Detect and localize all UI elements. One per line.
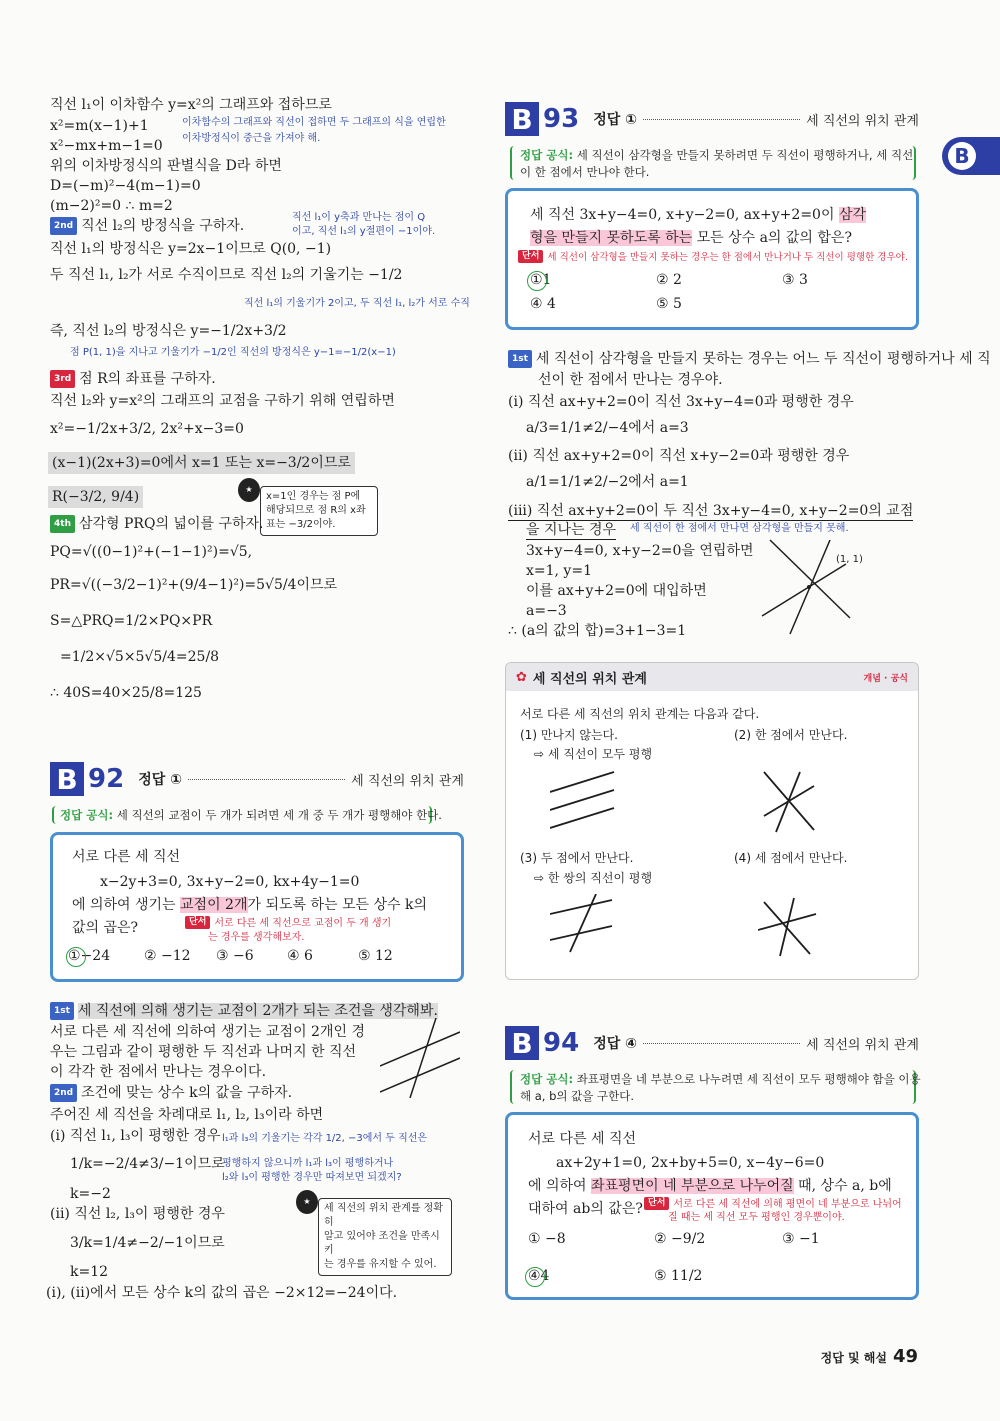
concept-text: (3) 두 점에서 만난다. — [520, 851, 634, 865]
concept-text: (1) 만나지 않는다. — [520, 728, 618, 742]
concept-text: (4) 세 점에서 만난다. — [734, 851, 848, 865]
sol-line: (i) 직선 l₁, l₃이 평행한 경우 — [50, 1128, 221, 1144]
step-row: 3rd 점 R의 좌표를 구하자. — [50, 370, 216, 388]
sol-line: ∴ (a의 값의 합)=3+1−3=1 — [508, 623, 687, 639]
sol-line: x²=−1/2x+3/2, 2x²+x−3=0 — [50, 421, 244, 437]
step-badge: 1st — [508, 350, 532, 368]
answer-formula: 정답 공식: 좌표평면을 네 부분으로 나누려면 세 직선이 모두 평행해야 함을 이용 — [520, 1072, 921, 1086]
side-note: 점 P(1, 1)을 지나고 기울기가 −1/2인 직선의 방정식은 y−1=−1/2(x−1) — [70, 347, 396, 358]
sol-line: ∴ 40S=40×25/8=125 — [50, 685, 202, 701]
choice: ③ −1 — [782, 1231, 820, 1247]
choice: ② 2 — [656, 272, 682, 288]
choice: ⑤ 11/2 — [654, 1268, 703, 1284]
side-note: l₁과 l₃의 기울기는 각각 1/2, −3에서 두 직선은 — [222, 1133, 428, 1144]
answer-circle — [66, 947, 86, 967]
side-note: 직선 l₁의 기울기가 2이고, 두 직선 l₁, l₂가 서로 수직 — [244, 298, 470, 309]
question-text: 에 의하여 좌표평면이 네 부분으로 나누어질 때, 상수 a, b에 — [528, 1178, 892, 1194]
sol-line: a/1=1/1≠2/−2에서 a=1 — [526, 474, 689, 490]
sol-line: 두 직선 l₁, l₂가 서로 수직이므로 직선 l₂의 기울기는 −1/2 — [50, 267, 403, 283]
sol-line: 1/k=−2/4≠3/−1이므로 — [70, 1156, 225, 1172]
concept-text: 서로 다른 세 직선의 위치 관계는 다음과 같다. — [520, 707, 760, 721]
answer-circle — [525, 1267, 545, 1287]
question-text: 값의 곱은? — [72, 920, 139, 936]
problem-header-b94: B 94 정답 ④ 세 직선의 위치 관계 — [505, 1026, 919, 1060]
question-text: 서로 다른 세 직선 — [528, 1131, 637, 1147]
choice: ④4 — [528, 1268, 550, 1284]
tip-badge: ★ — [238, 478, 260, 502]
section-tab: B — [942, 137, 1000, 175]
two-points-figure — [550, 894, 614, 954]
sol-line: (ii) 직선 ax+y+2=0이 직선 x+y−2=0과 평행한 경우 — [508, 448, 850, 464]
one-point-figure — [760, 770, 818, 834]
choice: ④ 6 — [287, 948, 313, 964]
sol-line: x²=m(x−1)+1 — [50, 118, 149, 134]
step-row: 2nd 조건에 맞는 상수 k의 값을 구하자. — [50, 1084, 292, 1102]
sol-line: (iii) 직선 ax+y+2=0이 두 직선 3x+y−4=0, x+y−2=0의 교점 — [508, 503, 914, 519]
question-text: 에 의하여 생기는 교점이 2개가 되도록 하는 모든 상수 k의 — [72, 897, 427, 913]
sol-line: =1/2×√5×5√5/4=25/8 — [60, 649, 220, 665]
hint-note: 질 때는 세 직선 모두 평행인 경우뿐이야. — [668, 1212, 845, 1223]
choice: ② −9/2 — [654, 1231, 706, 1247]
side-note: 평행하지 않으니까 l₁과 l₃이 평행하거나 — [222, 1158, 394, 1169]
step-row: 1st 세 직선이 삼각형을 만들지 못하는 경우는 어느 두 직선이 평행하거나 세 직 — [508, 350, 991, 368]
parallel-lines-figure — [380, 1018, 460, 1098]
problem-header-b92: B 92 정답 ① 세 직선의 위치 관계 — [50, 762, 464, 796]
side-note: 이차함수의 그래프와 직선이 접하면 두 그래프의 식을 연립한 — [182, 117, 446, 128]
tip-box: 세 직선의 위치 관계를 정확히 알고 있어야 조건을 만족시키 는 경우를 유지할 수 있어. — [318, 1198, 452, 1276]
sol-line: S=△PRQ=1/2×PQ×PR — [50, 613, 213, 629]
tip-badge: ★ — [296, 1190, 318, 1214]
side-note: 이고, 직선 l₁의 y절편이 −1이야. — [292, 226, 436, 237]
sol-line: k=12 — [70, 1264, 109, 1280]
sol-line: x²−mx+m−1=0 — [50, 138, 163, 154]
hint-note: 단서 서로 다른 세 직선으로 교점이 두 개 생기 — [185, 916, 391, 930]
side-note: 직선 l₁이 y축과 만나는 점이 Q — [292, 212, 426, 223]
sol-line: 직선 l₁의 방정식은 y=2x−1이므로 Q(0, −1) — [50, 241, 332, 257]
answer-formula: 정답 공식: 세 직선의 교점이 두 개가 되려면 세 개 중 두 개가 평행해야 한다. — [60, 808, 442, 822]
sol-line: 직선 l₂와 y=x²의 그래프의 교점을 구하기 위해 연립하면 — [50, 393, 395, 409]
side-note: 세 직선이 한 점에서 만나면 삼각형을 만들지 못해. — [630, 523, 849, 534]
sol-line: 우는 그림과 같이 평행한 두 직선과 나머지 한 직선 — [50, 1044, 357, 1060]
side-note: 이차방정식이 중근을 가져야 해. — [182, 133, 321, 144]
flower-icon: ✿ — [516, 669, 527, 685]
question-text: 대하여 ab의 값은? — [528, 1201, 643, 1217]
step-badge: 2nd — [50, 1084, 77, 1102]
choice: ①−24 — [68, 948, 111, 964]
sol-line: (i), (ii)에서 모든 상수 k의 값의 곱은 −2×12=−24이다. — [46, 1285, 398, 1301]
answer-circle — [527, 271, 547, 291]
hint-note: 는 경우를 생각해보자. — [208, 932, 305, 943]
choice: ② −12 — [144, 948, 191, 964]
sol-line: 서로 다른 세 직선에 의하여 생기는 교점이 2개인 경 — [50, 1024, 365, 1040]
step-row: 4th 삼각형 PRQ의 넓이를 구하자. — [50, 515, 263, 533]
hint-note: 단서 서로 다른 세 직선에 의해 평면이 네 부분으로 나뉘어 — [644, 1197, 902, 1211]
choice: ①1 — [530, 272, 552, 288]
sol-line: (i) 직선 ax+y+2=0이 직선 3x+y−4=0과 평행한 경우 — [508, 394, 854, 410]
sol-line: PR=√((−3/2−1)²+(9/4−1)²)=5√5/4이므로 — [50, 577, 338, 593]
question-text: x−2y+3=0, 3x+y−2=0, kx+4y−1=0 — [100, 874, 360, 890]
concept-text: (2) 한 점에서 만난다. — [734, 728, 848, 742]
question-text: ax+2y+1=0, 2x+by+5=0, x−4y−6=0 — [556, 1155, 825, 1171]
sol-line-highlight: R(−3/2, 9/4) — [48, 486, 143, 508]
three-parallel-figure — [550, 770, 616, 830]
choice: ③ 3 — [782, 272, 808, 288]
sol-line: D=(−m)²−4(m−1)=0 — [50, 178, 201, 194]
step-badge: 3rd — [50, 370, 75, 388]
choice: ① −8 — [528, 1231, 566, 1247]
sol-line: PQ=√((0−1)²+(−1−1)²)=√5, — [50, 544, 253, 560]
sol-line: 선이 한 점에서 만나는 경우야. — [538, 372, 723, 388]
step-badge: 1st — [50, 1002, 74, 1020]
point-label: (1, 1) — [836, 554, 863, 565]
side-note: l₂와 l₃이 평행한 경우만 따져보면 되겠지? — [222, 1172, 402, 1183]
choice: ⑤ 5 — [656, 296, 682, 312]
concept-text: ⇨ 한 쌍의 직선이 평행 — [534, 871, 653, 885]
page-number: 49 — [892, 1346, 918, 1367]
sol-line: (ii) 직선 l₂, l₃이 평행한 경우 — [50, 1206, 225, 1222]
sol-line: a=−3 — [526, 603, 567, 619]
sol-line: a/3=1/1≠2/−4에서 a=3 — [526, 420, 689, 436]
sol-line: 을 지나는 경우 — [526, 522, 617, 538]
tip-box: x=1인 경우는 점 P에 해당되므로 점 R의 x좌 표는 −3/2이야. — [260, 486, 378, 536]
sol-line: 이 각각 한 점에서 만나는 경우이다. — [50, 1064, 267, 1080]
sol-line: 직선 l₁이 이차함수 y=x²의 그래프와 접하므로 — [50, 97, 332, 113]
sol-line: 즉, 직선 l₂의 방정식은 y=−1/2x+3/2 — [50, 323, 287, 339]
sol-line: 이를 ax+y+2=0에 대입하면 — [526, 583, 707, 599]
sol-line: 3x+y−4=0, x+y−2=0을 연립하면 — [526, 543, 754, 559]
answer-formula: 정답 공식: 세 직선이 삼각형을 만들지 못하려면 두 직선이 평행하거나, 세 직선 — [520, 148, 914, 162]
question-text: 세 직선 3x+y−4=0, x+y−2=0, ax+y+2=0이 삼각 — [530, 207, 866, 223]
question-text: 서로 다른 세 직선 — [72, 849, 181, 865]
sol-line: x=1, y=1 — [526, 563, 592, 579]
sol-line: 위의 이차방정식의 판별식을 D라 하면 — [50, 158, 282, 174]
step-row: 1st 세 직선에 의해 생기는 교점이 2개가 되는 조건을 생각해봐. — [50, 1002, 438, 1020]
choice: ④ 4 — [530, 296, 556, 312]
problem-header-b93: B 93 정답 ① 세 직선의 위치 관계 — [505, 102, 919, 136]
question-text: 형을 만들지 못하도록 하는 모든 상수 a의 값의 합은? — [530, 230, 852, 246]
three-points-figure — [758, 896, 818, 958]
step-row: 2nd 직선 l₂의 방정식을 구하자. — [50, 217, 244, 235]
concept-box: ✿ 세 직선의 위치 관계 개념 · 공식 — [505, 662, 919, 980]
hint-note: 단서 세 직선이 삼각형을 만들지 못하는 경우는 한 점에서 만나거나 두 직선이 평행한 경우야. — [518, 250, 908, 264]
choice: ⑤ 12 — [358, 948, 393, 964]
answer-formula: 이 한 점에서 만나야 한다. — [520, 165, 650, 179]
page-footer: 정답 및 해설 49 — [820, 1346, 918, 1367]
concept-text: ⇨ 세 직선이 모두 평행 — [534, 747, 653, 761]
sol-line: 3/k=1/4≠−2/−1이므로 — [70, 1235, 225, 1251]
sol-line: (m−2)²=0 ∴ m=2 — [50, 198, 173, 214]
choice: ③ −6 — [216, 948, 254, 964]
sol-line: 주어진 세 직선을 차례대로 l₁, l₂, l₃이라 하면 — [50, 1107, 324, 1123]
step-badge: 2nd — [50, 217, 77, 235]
sol-line-highlight: (x−1)(2x+3)=0에서 x=1 또는 x=−3/2이므로 — [48, 452, 355, 474]
answer-formula: 해 a, b의 값을 구한다. — [520, 1089, 635, 1103]
sol-line: k=−2 — [70, 1186, 111, 1202]
step-badge: 4th — [50, 515, 75, 533]
